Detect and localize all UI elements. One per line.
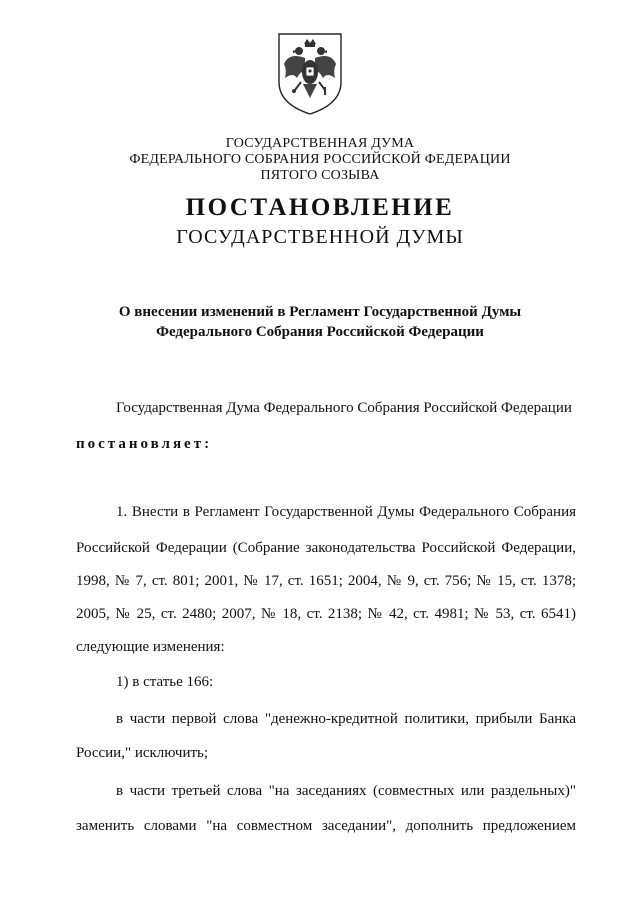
document-subtitle: ГОСУДАРСТВЕННОЙ ДУМЫ <box>176 226 464 248</box>
body-line-3: 1998, № 7, ст. 801; 2001, № 17, ст. 1651; 2004, № 9, ст. 756; № 15, ст. 1378; <box>76 573 576 589</box>
header-line-2: ФЕДЕРАЛЬНОГО СОБРАНИЯ РОССИЙСКОЙ ФЕДЕРАЦИИ <box>129 152 511 167</box>
body-line-8: России," исключить; <box>76 745 209 761</box>
subject-line-2: Федерального Собрания Российской Федерации <box>156 324 484 340</box>
subject-line-1: О внесении изменений в Регламент Государственной Думы <box>118 304 522 320</box>
body-line-10: заменить словами "на совместном заседании", дополнить предложением <box>76 818 576 834</box>
body-line-6: 1) в статье 166: <box>116 674 214 690</box>
coat-of-arms-emblem <box>275 30 345 116</box>
body-line-9: в части третьей слова "на заседаниях (совместных или раздельных)" <box>116 783 576 799</box>
decides-word: постановляет: <box>76 436 213 452</box>
body-line-1: 1. Внести в Регламент Государственной Думы Федерального Собрания <box>116 504 576 520</box>
body-line-2: Российской Федерации (Собрание законодательства Российской Федерации, <box>76 540 576 556</box>
body-line-7: в части первой слова "денежно-кредитной политики, прибыли Банка <box>116 711 576 727</box>
body-line-4: 2005, № 25, ст. 2480; 2007, № 18, ст. 2138; № 42, ст. 4981; № 53, ст. 6541) <box>76 606 576 622</box>
document-title: ПОСТАНОВЛЕНИЕ <box>185 194 455 221</box>
preamble: Государственная Дума Федерального Собрания Российской Федерации <box>116 400 572 416</box>
body-line-5: следующие изменения: <box>76 639 225 655</box>
header-line-1: ГОСУДАРСТВЕННАЯ ДУМА <box>225 136 415 151</box>
header-line-3: ПЯТОГО СОЗЫВА <box>260 168 380 183</box>
